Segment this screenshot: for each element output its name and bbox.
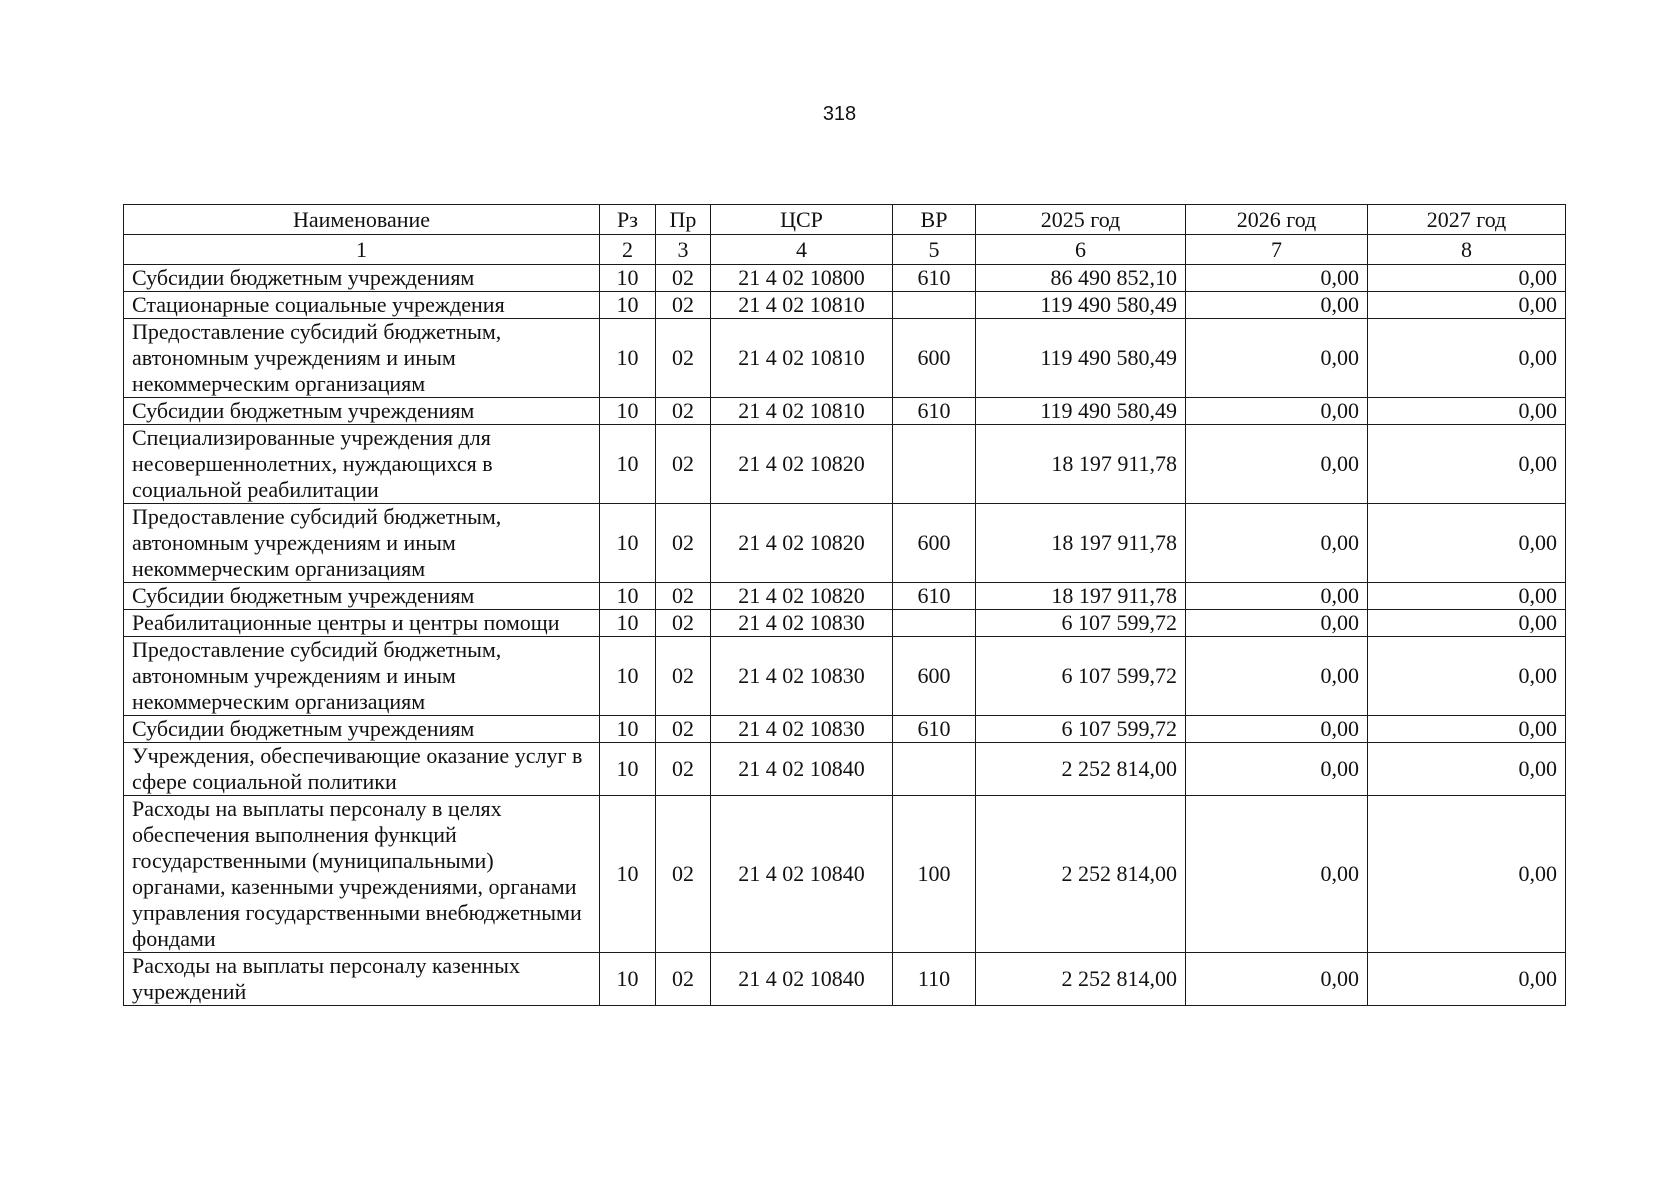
row-2027: 0,00 — [1368, 953, 1566, 1006]
row-pr: 02 — [656, 716, 711, 743]
row-2025: 18 197 911,78 — [976, 583, 1186, 610]
row-2027: 0,00 — [1368, 716, 1566, 743]
row-pr: 02 — [656, 637, 711, 716]
row-csr: 21 4 02 10830 — [711, 637, 893, 716]
row-2027: 0,00 — [1368, 292, 1566, 319]
row-2026: 0,00 — [1186, 716, 1368, 743]
column-number: 4 — [711, 235, 893, 265]
row-pr: 02 — [656, 610, 711, 637]
table-row — [124, 637, 1566, 716]
row-pr: 02 — [656, 398, 711, 425]
row-2025: 2 252 814,00 — [976, 796, 1186, 953]
row-2025: 6 107 599,72 — [976, 610, 1186, 637]
header-name: Наименование — [124, 205, 600, 235]
row-name: Субсидии бюджетным учреждениям — [124, 583, 600, 610]
row-vr: 600 — [893, 319, 976, 398]
row-csr: 21 4 02 10840 — [711, 743, 893, 796]
row-2025: 86 490 852,10 — [976, 265, 1186, 292]
row-vr — [893, 610, 976, 637]
row-2027: 0,00 — [1368, 504, 1566, 583]
row-pr: 02 — [656, 292, 711, 319]
row-vr: 610 — [893, 583, 976, 610]
row-2027: 0,00 — [1368, 425, 1566, 504]
row-rz: 10 — [600, 637, 656, 716]
column-number-row — [124, 235, 1566, 265]
row-rz: 10 — [600, 953, 656, 1006]
row-rz: 10 — [600, 398, 656, 425]
row-pr: 02 — [656, 583, 711, 610]
row-rz: 10 — [600, 504, 656, 583]
row-2025: 2 252 814,00 — [976, 743, 1186, 796]
table-row — [124, 583, 1566, 610]
row-2027: 0,00 — [1368, 796, 1566, 953]
table-row — [124, 319, 1566, 398]
header-2027: 2027 год — [1368, 205, 1566, 235]
row-2027: 0,00 — [1368, 637, 1566, 716]
table-row — [124, 292, 1566, 319]
header-csr: ЦСР — [711, 205, 893, 235]
row-2026: 0,00 — [1186, 583, 1368, 610]
table-row — [124, 716, 1566, 743]
row-pr: 02 — [656, 796, 711, 953]
column-number: 1 — [124, 235, 600, 265]
row-rz: 10 — [600, 796, 656, 953]
column-number: 2 — [600, 235, 656, 265]
row-2026: 0,00 — [1186, 796, 1368, 953]
row-csr: 21 4 02 10820 — [711, 504, 893, 583]
header-rz: Рз — [600, 205, 656, 235]
table-row — [124, 953, 1566, 1006]
row-name: Специализированные учреждения для несовершеннолетних, нуждающихся в социальной реабилитации — [124, 425, 600, 504]
header-row — [124, 205, 1566, 235]
row-csr: 21 4 02 10830 — [711, 716, 893, 743]
row-2027: 0,00 — [1368, 583, 1566, 610]
row-name: Субсидии бюджетным учреждениям — [124, 398, 600, 425]
row-2027: 0,00 — [1368, 610, 1566, 637]
row-name: Предоставление субсидий бюджетным, автономным учреждениям и иным некоммерческим организациям — [124, 319, 600, 398]
row-vr: 100 — [893, 796, 976, 953]
row-2026: 0,00 — [1186, 265, 1368, 292]
row-2025: 18 197 911,78 — [976, 425, 1186, 504]
row-csr: 21 4 02 10840 — [711, 796, 893, 953]
row-pr: 02 — [656, 504, 711, 583]
header-2025: 2025 год — [976, 205, 1186, 235]
table-row — [124, 398, 1566, 425]
row-csr: 21 4 02 10810 — [711, 398, 893, 425]
row-vr: 610 — [893, 716, 976, 743]
row-2025: 119 490 580,49 — [976, 292, 1186, 319]
row-csr: 21 4 02 10800 — [711, 265, 893, 292]
row-csr: 21 4 02 10810 — [711, 319, 893, 398]
row-rz: 10 — [600, 716, 656, 743]
row-pr: 02 — [656, 319, 711, 398]
table-row — [124, 610, 1566, 637]
column-number: 8 — [1368, 235, 1566, 265]
row-2026: 0,00 — [1186, 425, 1368, 504]
row-2026: 0,00 — [1186, 637, 1368, 716]
row-2025: 119 490 580,49 — [976, 319, 1186, 398]
row-vr: 610 — [893, 398, 976, 425]
row-csr: 21 4 02 10820 — [711, 583, 893, 610]
header-vr: ВР — [893, 205, 976, 235]
row-2025: 119 490 580,49 — [976, 398, 1186, 425]
table-row — [124, 796, 1566, 953]
row-name: Предоставление субсидий бюджетным, автономным учреждениям и иным некоммерческим организациям — [124, 637, 600, 716]
row-vr — [893, 425, 976, 504]
table-row — [124, 265, 1566, 292]
row-2027: 0,00 — [1368, 319, 1566, 398]
row-name: Реабилитационные центры и центры помощи — [124, 610, 600, 637]
row-rz: 10 — [600, 743, 656, 796]
row-pr: 02 — [656, 425, 711, 504]
row-vr — [893, 743, 976, 796]
header-pr: Пр — [656, 205, 711, 235]
row-name: Стационарные социальные учреждения — [124, 292, 600, 319]
header-2026: 2026 год — [1186, 205, 1368, 235]
row-rz: 10 — [600, 265, 656, 292]
row-rz: 10 — [600, 292, 656, 319]
row-2025: 6 107 599,72 — [976, 716, 1186, 743]
row-csr: 21 4 02 10840 — [711, 953, 893, 1006]
row-2026: 0,00 — [1186, 504, 1368, 583]
column-number: 5 — [893, 235, 976, 265]
column-number: 7 — [1186, 235, 1368, 265]
row-2026: 0,00 — [1186, 398, 1368, 425]
row-2025: 2 252 814,00 — [976, 953, 1186, 1006]
row-csr: 21 4 02 10820 — [711, 425, 893, 504]
row-vr: 600 — [893, 637, 976, 716]
row-2026: 0,00 — [1186, 610, 1368, 637]
row-name: Расходы на выплаты персоналу в целях обеспечения выполнения функций государственными (муниципальными) органами, казенными учреждениями, органами управления государственными внебюджетными фондами — [124, 796, 600, 953]
row-pr: 02 — [656, 953, 711, 1006]
table-row — [124, 504, 1566, 583]
row-2026: 0,00 — [1186, 292, 1368, 319]
row-vr: 610 — [893, 265, 976, 292]
page-number: 318 — [822, 103, 857, 125]
row-pr: 02 — [656, 265, 711, 292]
row-csr: 21 4 02 10830 — [711, 610, 893, 637]
row-name: Субсидии бюджетным учреждениям — [124, 265, 600, 292]
row-name: Субсидии бюджетным учреждениям — [124, 716, 600, 743]
row-2026: 0,00 — [1186, 953, 1368, 1006]
row-2027: 0,00 — [1368, 265, 1566, 292]
row-rz: 10 — [600, 610, 656, 637]
row-rz: 10 — [600, 319, 656, 398]
row-vr — [893, 292, 976, 319]
row-vr: 600 — [893, 504, 976, 583]
row-name: Расходы на выплаты персоналу казенных учреждений — [124, 953, 600, 1006]
row-2026: 0,00 — [1186, 319, 1368, 398]
row-2026: 0,00 — [1186, 743, 1368, 796]
table-row — [124, 425, 1566, 504]
row-2027: 0,00 — [1368, 398, 1566, 425]
budget-table — [123, 204, 1566, 1006]
row-2025: 6 107 599,72 — [976, 637, 1186, 716]
column-number: 6 — [976, 235, 1186, 265]
row-2027: 0,00 — [1368, 743, 1566, 796]
table-row — [124, 743, 1566, 796]
row-name: Учреждения, обеспечивающие оказание услуг в сфере социальной политики — [124, 743, 600, 796]
row-pr: 02 — [656, 743, 711, 796]
row-vr: 110 — [893, 953, 976, 1006]
column-number: 3 — [656, 235, 711, 265]
row-name: Предоставление субсидий бюджетным, автономным учреждениям и иным некоммерческим организациям — [124, 504, 600, 583]
row-rz: 10 — [600, 425, 656, 504]
row-2025: 18 197 911,78 — [976, 504, 1186, 583]
row-csr: 21 4 02 10810 — [711, 292, 893, 319]
row-rz: 10 — [600, 583, 656, 610]
